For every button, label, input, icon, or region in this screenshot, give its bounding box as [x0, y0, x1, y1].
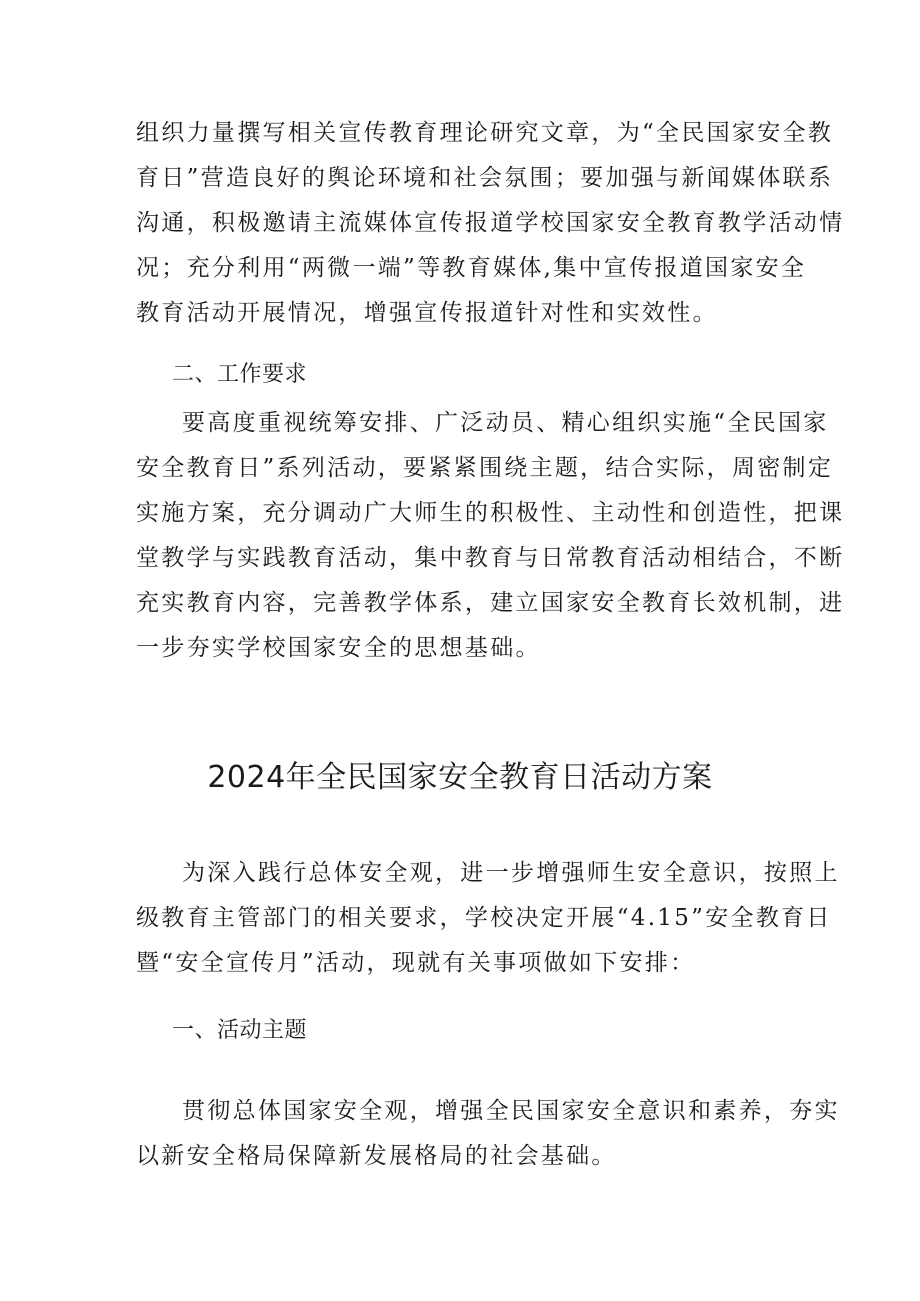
paragraph-line: 组织力量撰写相关宣传教育理论研究文章，为“全民国家安全教	[136, 120, 834, 146]
paragraph-line: 贯彻总体国家安全观，增强全民国家安全意识和素养，夯实	[182, 1098, 840, 1124]
paragraph-line: 堂教学与实践教育活动，集中教育与日常教育活动相结合，不断	[136, 545, 845, 571]
paragraph-line: 安全教育日”系列活动，要紧紧围绕主题，结合实际，周密制定	[136, 455, 834, 481]
paragraph-line: 级教育主管部门的相关要求，学校决定开展“4.15”安全教育日	[136, 905, 832, 931]
paragraph-line: 一步夯实学校国家安全的思想基础。	[136, 635, 541, 661]
paragraph-line: 实施方案，充分调动广大师生的积极性、主动性和创造性，把课	[136, 500, 845, 526]
paragraph-line: 育日”营造良好的舆论环境和社会氛围；要加强与新闻媒体联系	[136, 165, 834, 191]
section-heading-requirements: 二、工作要求	[172, 362, 308, 387]
paragraph-line: 教育活动开展情况，增强宣传报道针对性和实效性。	[136, 300, 718, 326]
paragraph-line: 为深入践行总体安全观，进一步增强师生安全意识，按照上	[182, 860, 840, 886]
section-heading-theme: 一、活动主题	[172, 1018, 308, 1043]
paragraph-line: 沟通，积极邀请主流媒体宣传报道学校国家安全教育教学活动情	[136, 210, 845, 236]
document-title: 2024年全民国家安全教育日活动方案	[207, 760, 713, 795]
paragraph-line: 况；充分利用“两微一端”等教育媒体,集中宣传报道国家安全	[136, 255, 807, 281]
paragraph-line: 暨“安全宣传月”活动，现就有关事项做如下安排：	[136, 950, 696, 976]
paragraph-line: 充实教育内容，完善教学体系，建立国家安全教育长效机制，进	[136, 590, 845, 616]
paragraph-line: 以新安全格局保障新发展格局的社会基础。	[136, 1143, 617, 1169]
paragraph-line: 要高度重视统筹安排、广泛动员、精心组织实施“全民国家	[182, 410, 829, 436]
